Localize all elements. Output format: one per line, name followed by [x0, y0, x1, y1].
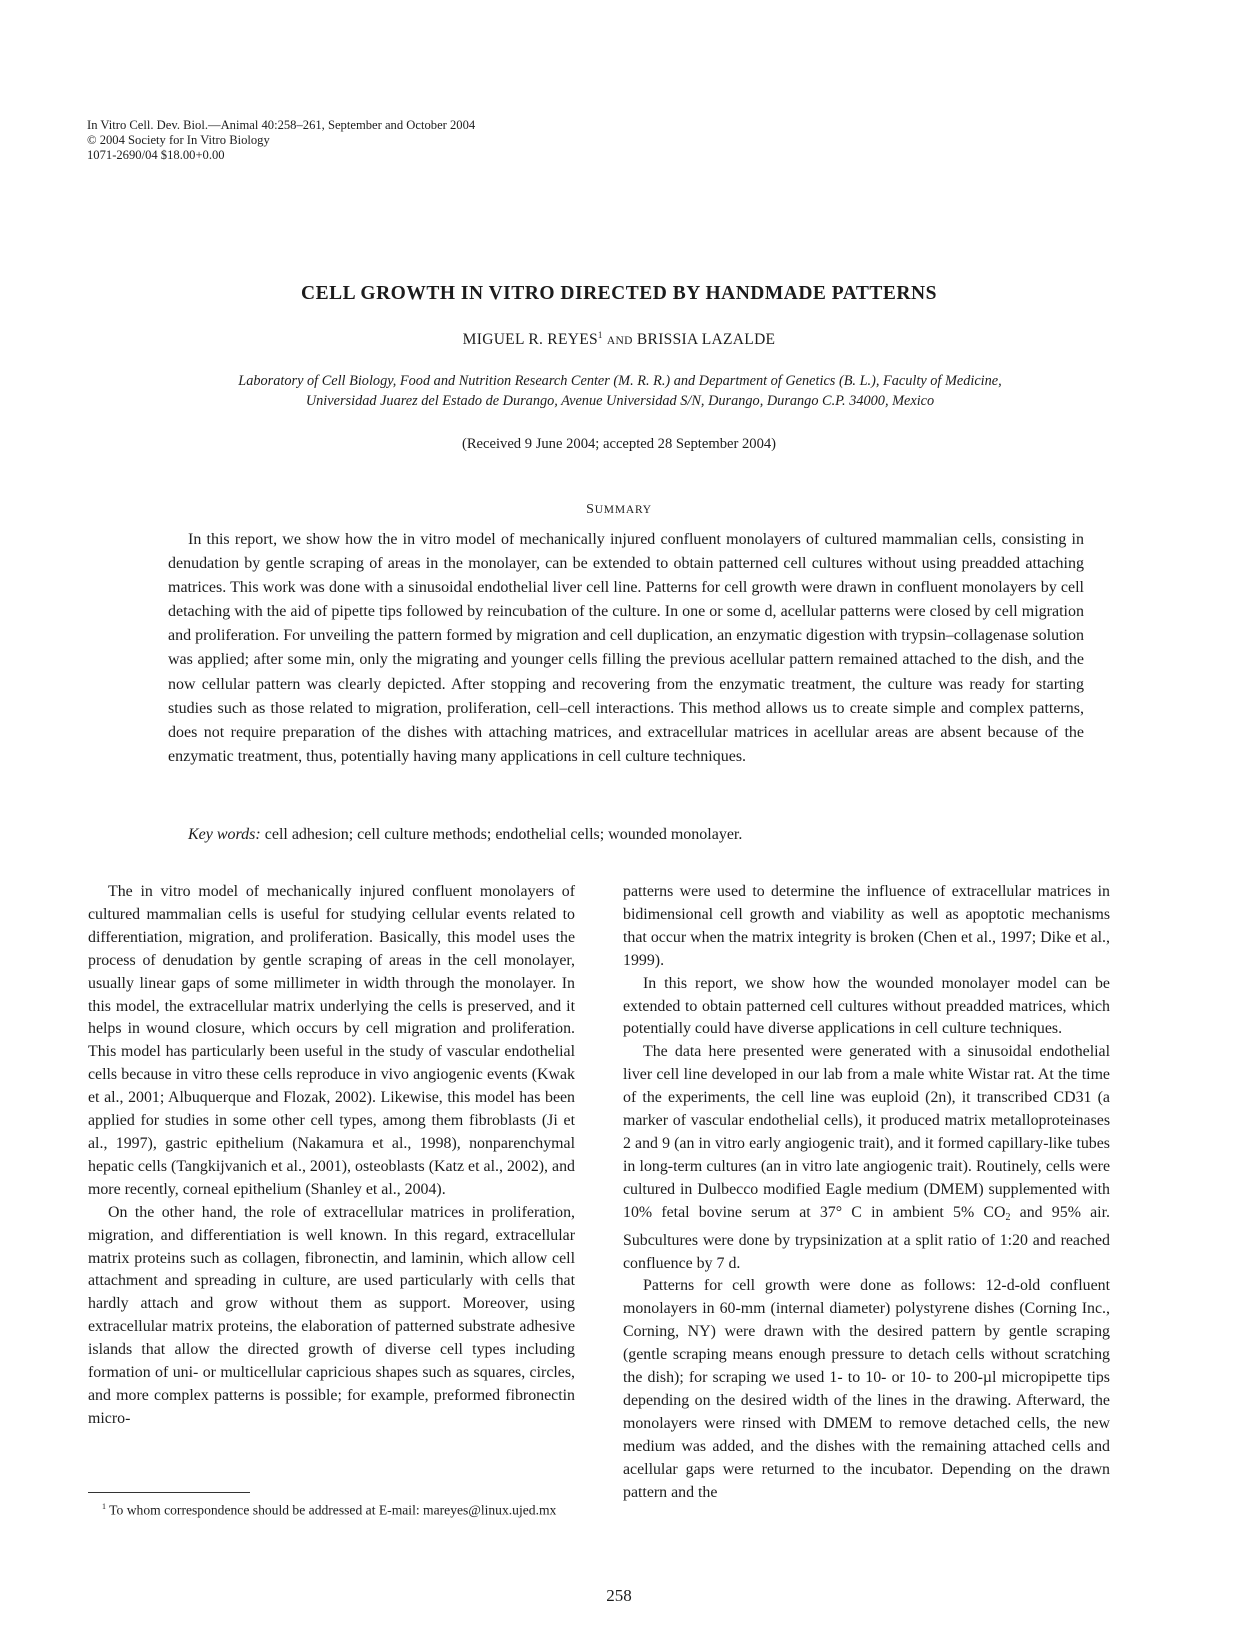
- author-name: MIGUEL R. REYES: [462, 331, 598, 348]
- keywords: [168, 826, 1084, 844]
- author-line: [0, 330, 1238, 349]
- body-paragraph: The in vitro model of mechanically injured confluent monolayers of cultured mammalian cells is useful for studying cellular events related to differentiation, migration, and proliferation. Basically, this model uses the process of denudation by gentle scraping of areas in the cell monolayer, usually linear gaps of some millimeter in width through the monolayer. In this model, the extracellular matrix underlying the cells is preserved, and it helps in wound closure, which occurs by cell migration and proliferation. This model has particularly been useful in the study of vascular endothelial cells because in vitro these cells reproduce in vivo angiogenic events (Kwak et al., 2001; Albuquerque and Flozak, 2002). Likewise, this model has been applied for studies in some other cell types, among them fibroblasts (Ji et al., 1997), gastric epithelium (Nakamura et al., 1998), nonparenchymal hepatic cells (Tangkijvanich et al., 2001), osteoblasts (Katz et al., 2002), and more recently, corneal epithelium (Shanley et al., 2004).: [88, 883, 575, 1198]
- body-paragraph: On the other hand, the role of extracellular matrices in proliferation, migration, and differentiation is well known. In this regard, extracellular matrix proteins such as collagen, fibronectin, and laminin, which allow cell attachment and spreading in culture, are used particularly with cells that hardly attach and grow without them as support. Moreover, using extracellular matrix proteins, the elaboration of patterned substrate adhesive islands that allow the directed growth of diverse cell types including formation of uni- or multicellular capricious shapes such as squares, circles, and more complex patterns is possible; for example, preformed fibronectin micro-: [88, 1203, 575, 1427]
- summary-heading: [0, 502, 1238, 518]
- journal-header: [87, 118, 475, 163]
- body-text: and 95% air. Subcultures were done by trypsinization at a split ratio of 1:20 and reached confluence by 7 d.: [623, 1203, 1110, 1272]
- summary-abstract: In this report, we show how the in vitro model of mechanically injured confluent monolayers of cultured mammalian cells, consisting in denudation by gentle scraping of areas in the monolayer, can be extended to obtain patterned cell cultures without using preadded attaching matrices. This work was done with a sinusoidal endothelial liver cell line. Patterns for cell growth were drawn in confluent monolayers by cell detaching with the aid of pipette tips followed by reincubation of the culture. In one or some d, acellular patterns were closed by cell migration and proliferation. For unveiling the pattern formed by migration and cell duplication, an enzymatic digestion with trypsin–collagenase solution was applied; after some min, only the migrating and younger cells filling the previous acellular pattern remained attached to the dish, and the now cellular pattern was clearly depicted. After stopping and recovering from the enzymatic treatment, the culture was ready for starting studies such as those related to migration, proliferation, cell–cell interactions. This method allows us to create simple and complex patterns, does not require preparation of the dishes with attaching matrices, and extracellular matrices in acellular areas are absent because of the enzymatic treatment, thus, potentially having many applications in cell culture techniques.: [168, 531, 1084, 765]
- journal-citation: In Vitro Cell. Dev. Biol.—Animal 40:258–261, September and October 2004: [87, 118, 476, 132]
- subscript: 2: [1005, 1211, 1011, 1223]
- body-text: The data here presented were generated with a sinusoidal endothelial liver cell line developed in our lab from a male white Wistar rat. At the time of the experiments, the cell line was euploid (2n), it transcribed CD31 (a marker of vascular endothelial cells), it produced matrix metalloproteinases 2 and 9 (an in vitro early angiogenic trait), and it formed capillary-like tubes in long-term cultures (an in vitro late angiogenic trait). Routinely, cells were cultured in Dulbecco modified Eagle medium (DMEM) supplemented with 10% fetal bovine serum at 37° C in ambient 5% CO: [623, 1043, 1110, 1221]
- footnote-divider: [88, 1492, 250, 1493]
- body-column-left: [88, 881, 575, 1431]
- author-conjunction: AND: [606, 335, 633, 347]
- affiliation-line: Laboratory of Cell Biology, Food and Nutrition Research Center (M. R. R.) and Department of Genetics (B. L.), Faculty of Medicine,: [238, 373, 1002, 389]
- author-name: BRISSIA LAZALDE: [636, 331, 776, 348]
- body-paragraph: Patterns for cell growth were done as follows: 12-d-old confluent monolayers in 60-mm (internal diameter) polystyrene dishes (Corning Inc., Corning, NY) were drawn with the desired pattern by gentle scraping (gentle scraping means enough pressure to detach cells without scratching the dish); for scraping we used 1- to 10- or 10- to 200-µl micropipette tips depending on the desired width of the lines in the drawing. Afterward, the monolayers were rinsed with DMEM to remove detached cells, the new medium was added, and the dishes with the remaining attached cells and acellular gaps were returned to the incubator. Depending on the drawn pattern and the: [623, 1277, 1110, 1501]
- body-paragraph: In this report, we show how the wounded monolayer model can be extended to obtain patterned cell cultures without preadded matrices, which potentially could have diverse applications in cell culture techniques.: [623, 974, 1110, 1038]
- footnote: [88, 1498, 575, 1520]
- keywords-label: Key words:: [188, 826, 261, 843]
- keywords-text: cell adhesion; cell culture methods; endothelial cells; wounded monolayer.: [260, 826, 743, 843]
- issn-price-line: 1071-2690/04 $18.00+0.00: [87, 148, 225, 162]
- body-paragraph: [623, 1041, 1110, 1275]
- affiliation: [140, 371, 1100, 411]
- footnote-mark: 1: [102, 1502, 106, 1511]
- body-column-right: [623, 881, 1110, 1504]
- affiliation-line: Universidad Juarez del Estado de Durango, Avenue Universidad S/N, Durango, Durango C.P. 34000, Mexico: [305, 393, 935, 409]
- body-paragraph: patterns were used to determine the influence of extracellular matrices in bidimensional cell growth and viability as well as apoptotic mechanisms that occur when the matrix integrity is broken (Chen et al., 1997; Dike et al., 1999).: [623, 883, 1110, 969]
- footnote-text: To whom correspondence should be addressed at E-mail: mareyes@linux.ujed.mx: [106, 1502, 557, 1518]
- article-title: CELL GROWTH IN VITRO DIRECTED BY HANDMADE PATTERNS: [301, 283, 937, 304]
- received-dates: (Received 9 June 2004; accepted 28 September 2004): [461, 436, 777, 452]
- page-number: 258: [606, 1586, 632, 1605]
- footnote-marker: 1: [597, 330, 603, 340]
- summary-heading-rest: UMMARY: [594, 504, 652, 516]
- summary-heading-initial: S: [586, 502, 595, 517]
- copyright-line: © 2004 Society for In Vitro Biology: [87, 133, 270, 147]
